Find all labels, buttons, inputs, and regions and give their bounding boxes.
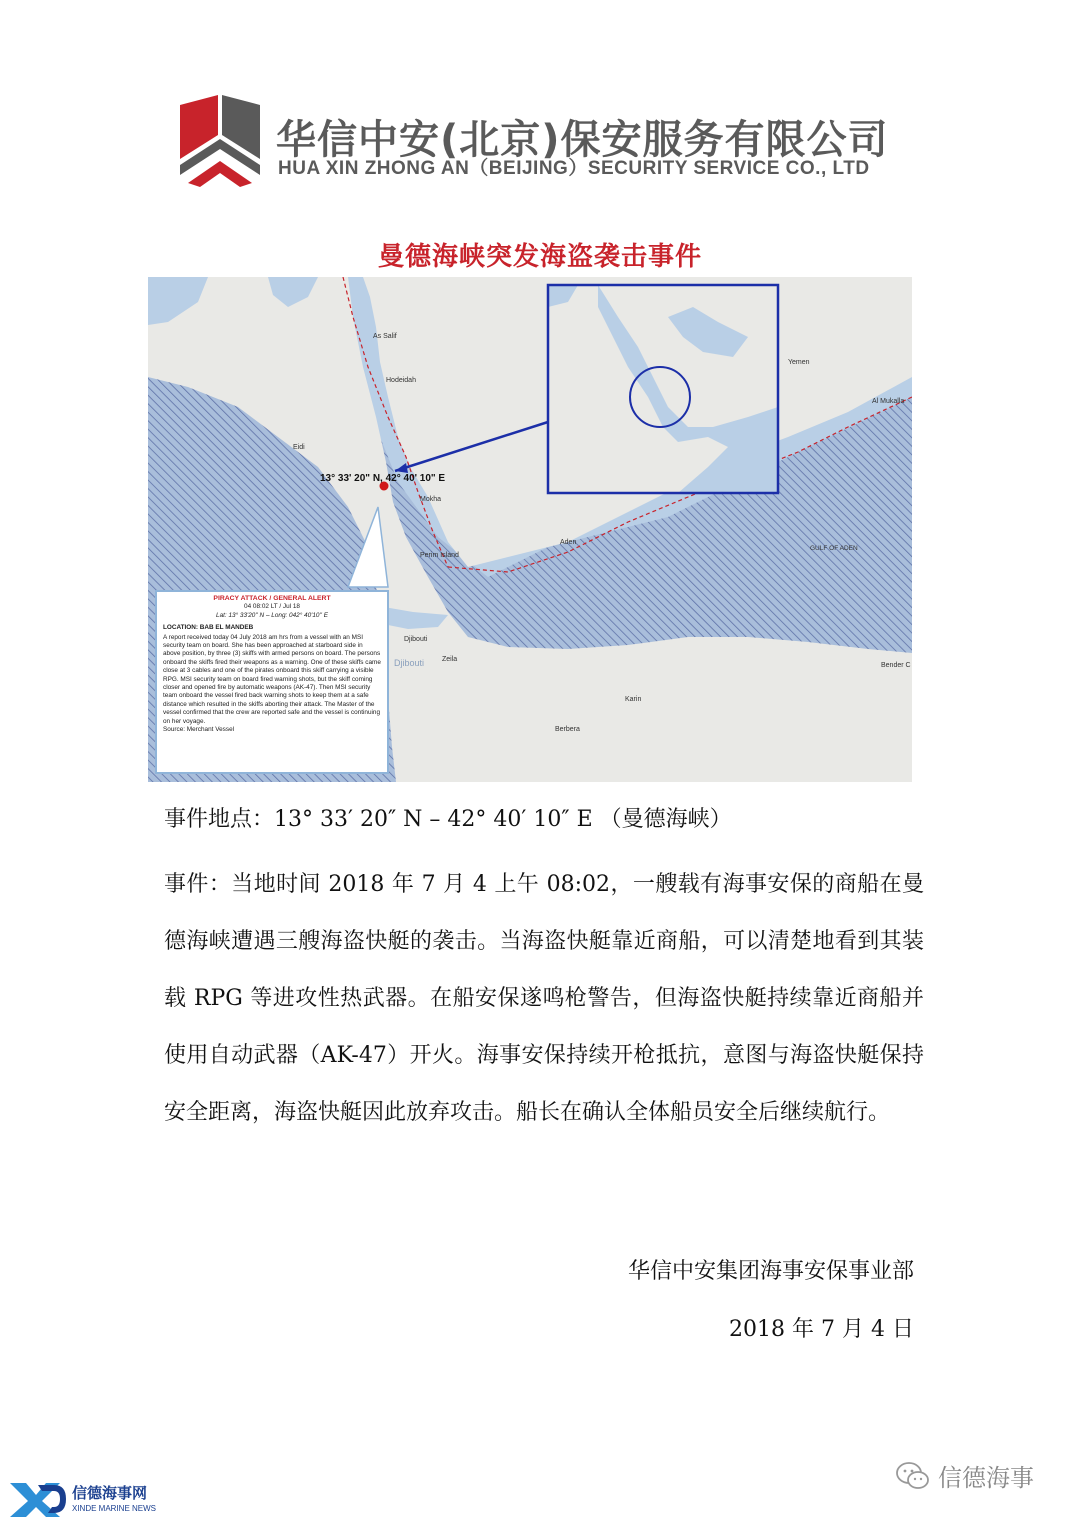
label-karin: Karin — [625, 696, 642, 703]
incident-map — [148, 277, 912, 782]
piracy-alert-box — [155, 590, 389, 774]
label-mokha: Mokha — [420, 496, 442, 503]
xinde-logo — [8, 1477, 68, 1519]
label-aden: Aden — [560, 539, 577, 546]
label-yemen: Yemen — [788, 359, 810, 366]
label-berbera: Berbera — [555, 726, 580, 733]
label-djibouti-country: Djibouti — [394, 658, 425, 668]
label-assalif: As Salif — [373, 333, 397, 340]
signature-department: 华信中安集团海事安保事业部 — [627, 1259, 914, 1284]
company-name-en: HUA XIN ZHONG AN（BEIJING）SECURITY SERVICE CO., LTD — [278, 158, 870, 179]
wechat-icon — [896, 1461, 930, 1491]
signature-date: 2018 年 7 月 4 日 — [729, 1317, 914, 1342]
alert-source: Source: Merchant Vessel — [163, 726, 235, 734]
label-bender: Bender C — [881, 662, 911, 669]
label-perim: Perim Island — [420, 552, 459, 559]
document-title: 曼德海峡突发海盗袭击事件 — [377, 242, 702, 272]
label-al-mukalla: Al Mukalla — [872, 398, 905, 405]
label-gulf-of-aden: GULF OF ADEN — [810, 545, 858, 552]
wechat-account-name: 信德海事 — [938, 1464, 1034, 1492]
label-zeila: Zeila — [442, 656, 458, 663]
footer-brand-en: XINDE MARINE NEWS — [72, 1504, 157, 1513]
footer-brand-cn: 信德海事网 — [72, 1484, 148, 1502]
company-name-cn: 华信中安(北京)保安服务有限公司 — [276, 117, 889, 163]
company-logo — [180, 95, 260, 187]
label-djibouti-city: Djibouti — [404, 636, 428, 643]
label-hodeidah: Hodeidah — [386, 377, 416, 384]
event-description: 事件：当地时间 2018 年 7 月 4 上午 08:02，一艘载有海事安保的商船在曼德海峡遭遇三艘海盗快艇的袭击。当海盗快艇靠近商船，可以清楚地看到其装载 RPG 等进攻性热武器。在船安保遂鸣枪警告，但海盗快艇持续靠近商船并使用自动武器（AK-47）开火。海事安保持续开枪抵抗，意图与海盗快艇保持安全距离，海盗快艇因此放弃攻击。船长在确认全体船员安全后继续航行。 — [164, 872, 924, 1125]
incident-coordinates-label: 13° 33' 20" N, 42° 40' 10" E — [320, 473, 446, 484]
label-eidi: Eidi — [293, 444, 305, 451]
alert-latlong: Lat: 13° 33'20'' N – Long: 042° 40'10'' E — [216, 611, 328, 619]
alert-title: PIRACY ATTACK / GENERAL ALERT — [213, 595, 331, 602]
alert-location: LOCATION: BAB EL MANDEB — [163, 624, 254, 632]
alert-time: 04 08:02 LT / Jul 18 — [244, 603, 300, 611]
alert-body: A report received today 04 July 2018 am hrs from a vessel with an MSI security team on board. She has been approached at starboard side in above position, by three (3) skiffs with armed persons on board. The persons onboard the skiffs fired their weapons as a warning. One of these skiffs came close at 3 cables and one of the pirates onboard this skiff carrying a visible RPG. MSI security team on board fired warning shots, but the skiff coming closer and opened fire by automatic weapons (AK-47). Then MSI security team onboard the vessel fired back warning shots to keep them at a safe distance which resulted in the skiffs aborting their attack. The Master of the vessel confirmed that the crew are reported safe and the vessel is continuing on her voyage. — [163, 633, 381, 725]
event-location: 事件地点：13° 33′ 20″ N – 42° 40′ 10″ E （曼德海峡） — [164, 807, 732, 832]
